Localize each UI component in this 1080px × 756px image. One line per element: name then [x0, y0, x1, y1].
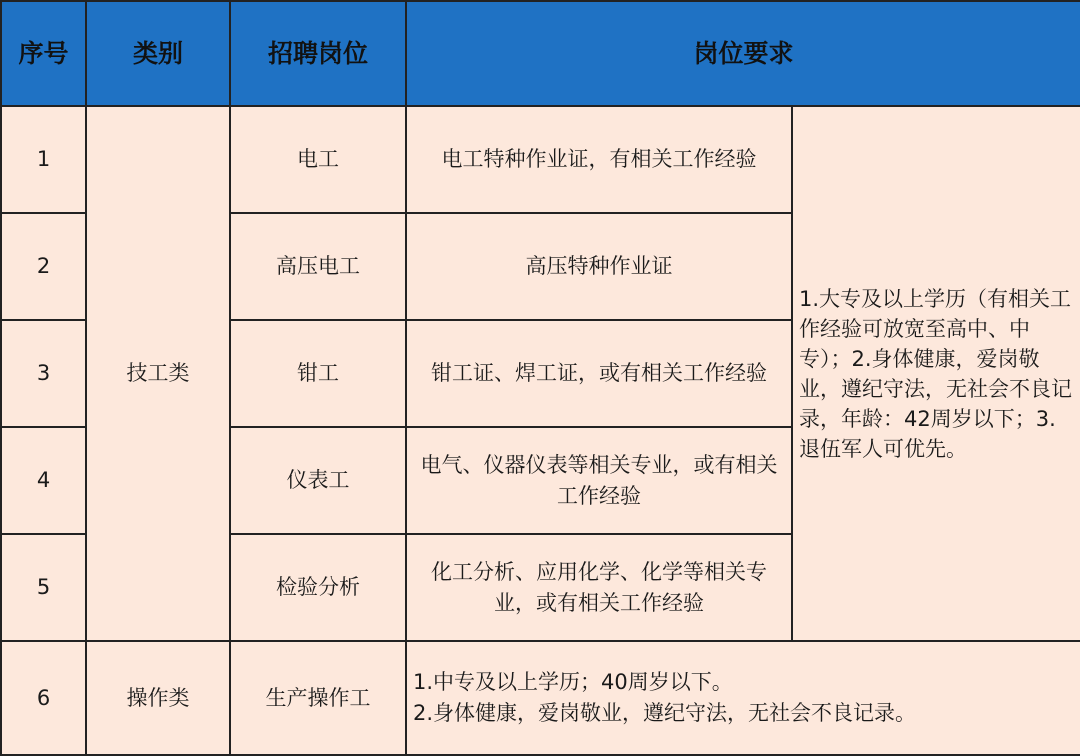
row-requirement: 电工特种作业证，有相关工作经验: [406, 106, 792, 213]
row-position: 电工: [230, 106, 406, 213]
row-requirement: 化工分析、应用化学、化学等相关专业，或有相关工作经验: [406, 534, 792, 641]
row-no: 4: [1, 427, 86, 534]
header-row: [1, 1, 1080, 106]
table-row: [1, 106, 1080, 213]
requirement-line: 2.身体健康，爱岗敬业，遵纪守法，无社会不良记录。: [413, 701, 917, 725]
row-requirement: [406, 641, 1080, 755]
header-no: 序号: [1, 1, 86, 106]
header-position: 招聘岗位: [230, 1, 406, 106]
row-requirement: 高压特种作业证: [406, 213, 792, 320]
header-category: 类别: [86, 1, 230, 106]
row-no: 5: [1, 534, 86, 641]
row-no: 1: [1, 106, 86, 213]
header-requirement: 岗位要求: [406, 1, 1080, 106]
row-requirement: 电气、仪器仪表等相关专业，或有相关工作经验: [406, 427, 792, 534]
tech-common-requirement: 1.大专及以上学历（有相关工作经验可放宽至高中、中专）；2.身体健康，爱岗敬业，遵纪守法，无社会不良记录，年龄：42周岁以下；3.退伍军人可优先。: [792, 106, 1080, 641]
table-row: [1, 641, 1080, 755]
row-no: 3: [1, 320, 86, 427]
row-position: 高压电工: [230, 213, 406, 320]
row-position: 钳工: [230, 320, 406, 427]
row-no: 2: [1, 213, 86, 320]
row-no: 6: [1, 641, 86, 755]
requirement-line: 1.中专及以上学历；40周岁以下。: [413, 670, 733, 694]
category-tech: 技工类: [86, 106, 230, 641]
row-position: 生产操作工: [230, 641, 406, 755]
category-operation: 操作类: [86, 641, 230, 755]
row-position: 检验分析: [230, 534, 406, 641]
row-position: 仪表工: [230, 427, 406, 534]
row-requirement: 钳工证、焊工证，或有相关工作经验: [406, 320, 792, 427]
